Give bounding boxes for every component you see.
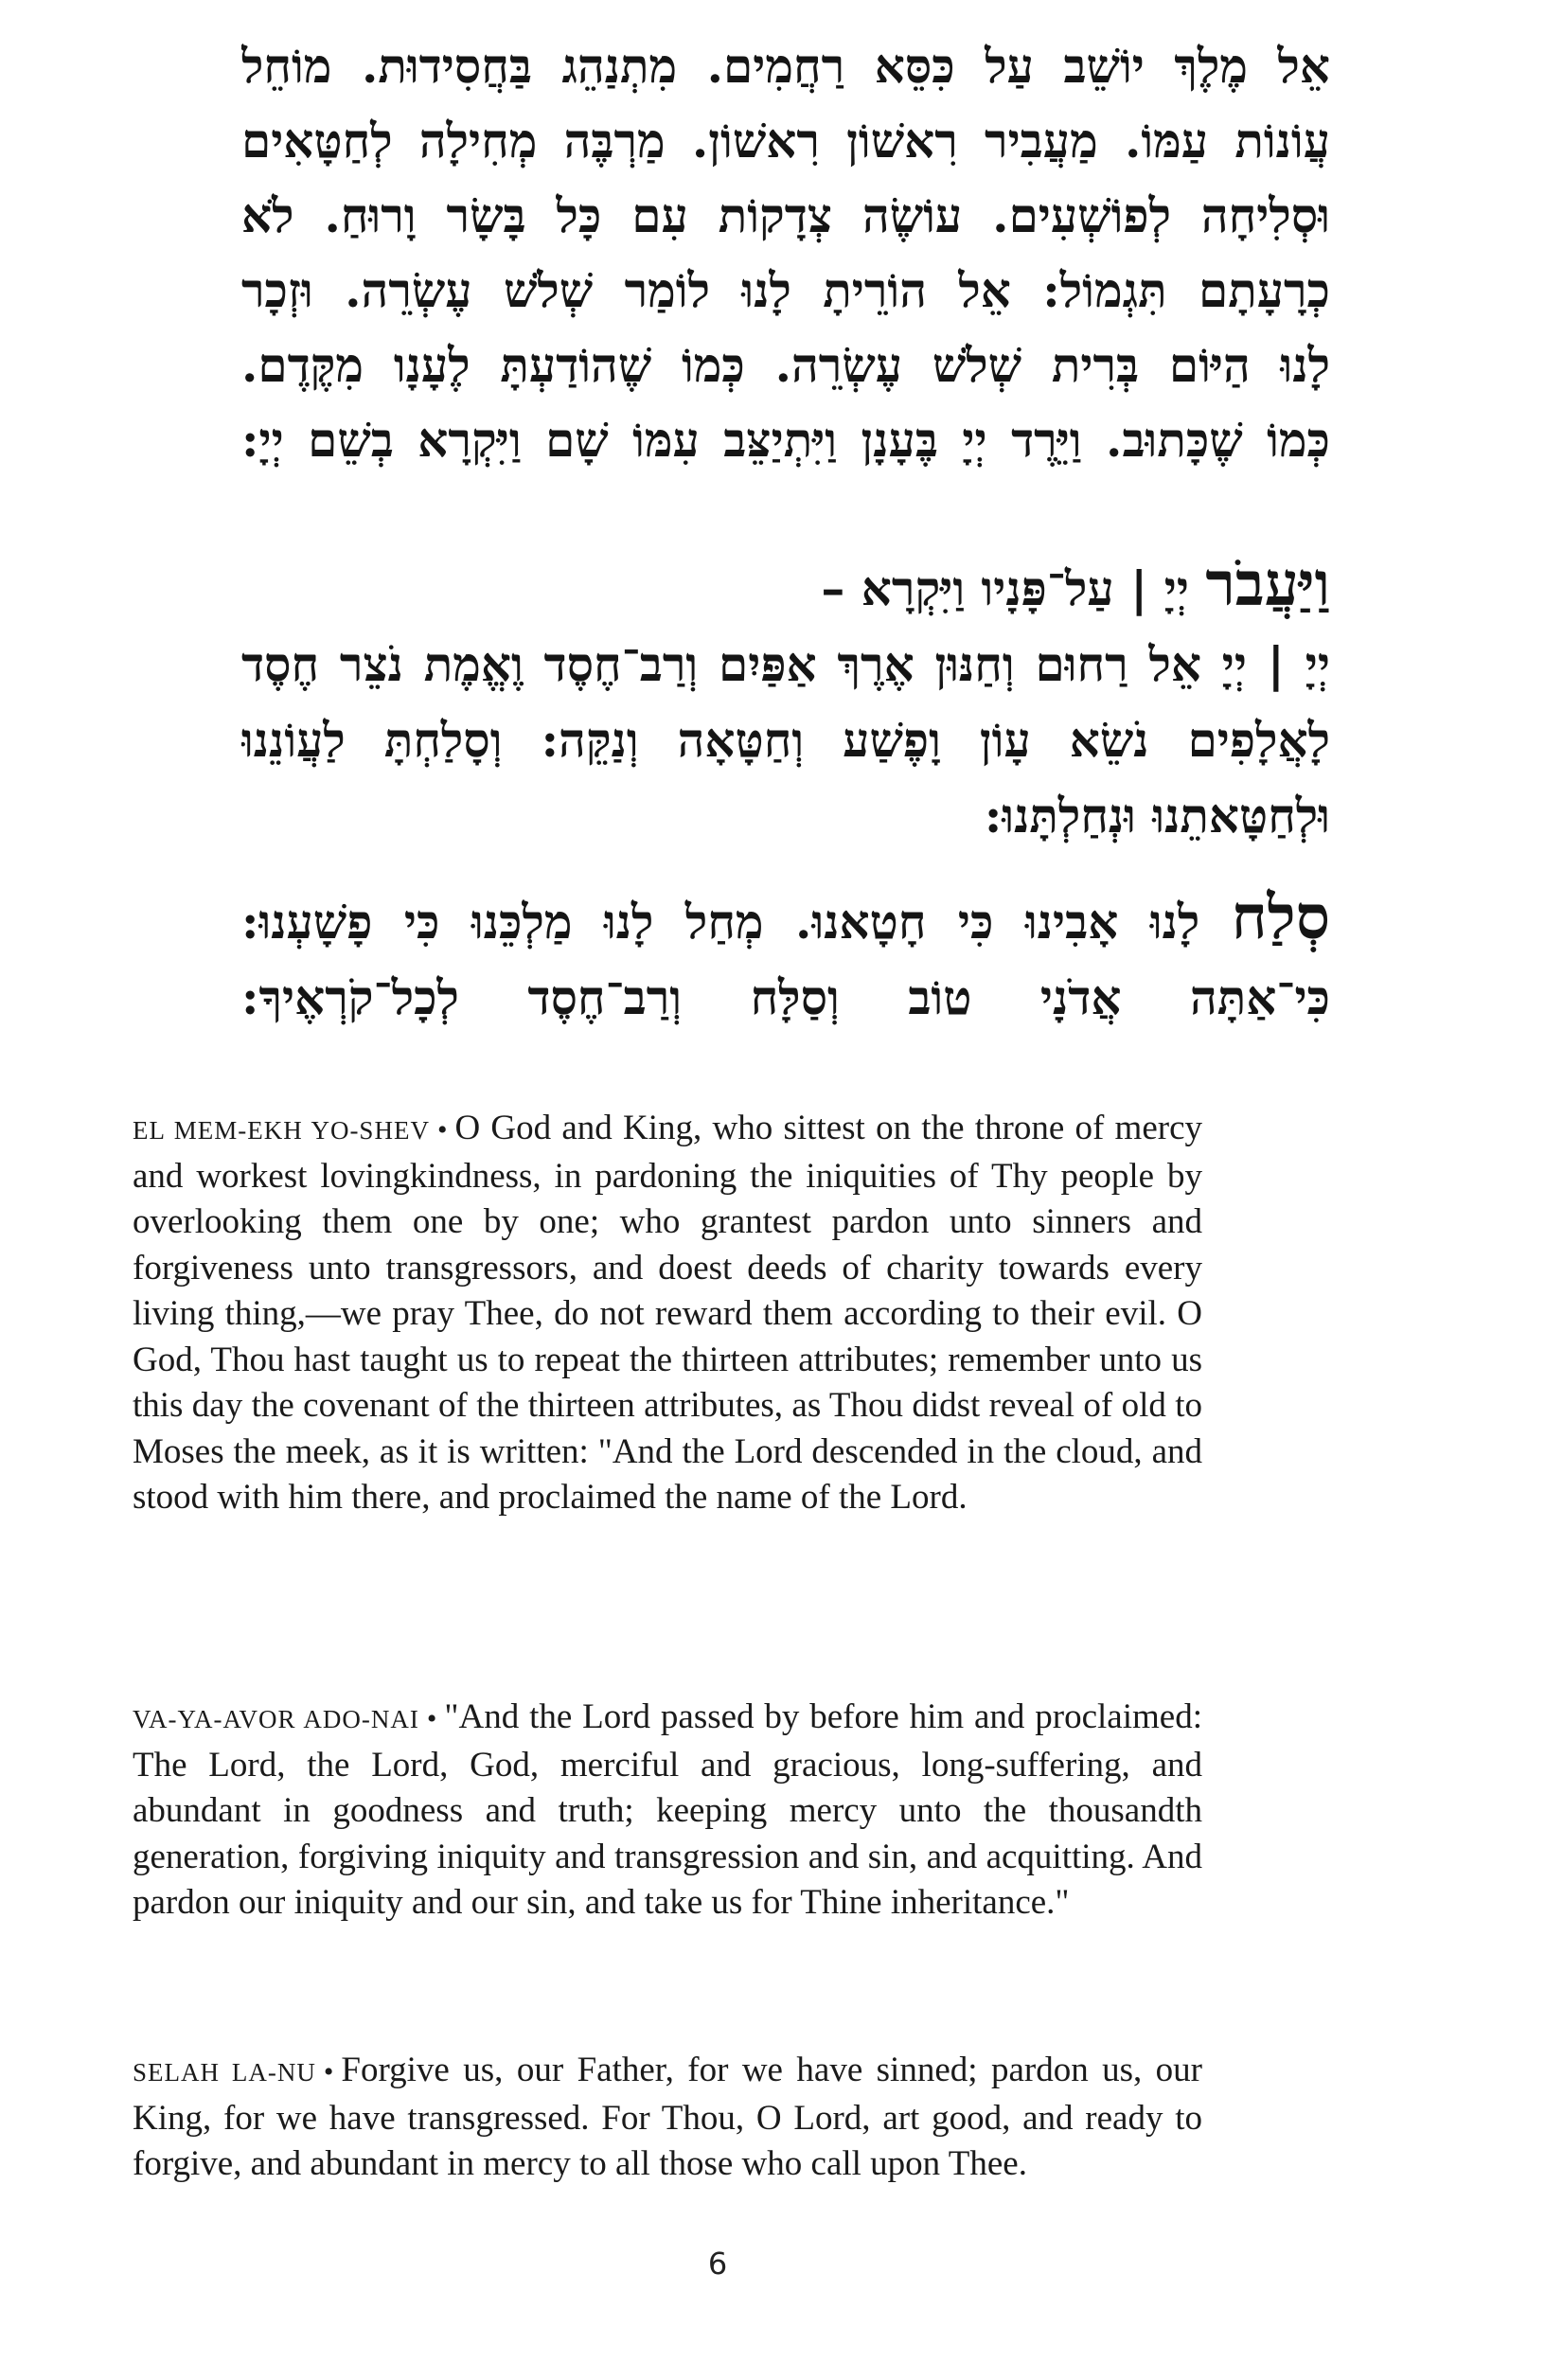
english-paragraph-vayaavor bbox=[133, 1695, 1202, 1927]
hebrew-vayaavor-block bbox=[241, 547, 1330, 854]
hebrew-heading-line bbox=[241, 880, 1330, 960]
bullet-separator: • bbox=[323, 2056, 334, 2087]
paragraph-text: Forgive us, our Father, for we have sinned; pardon us, our King, for we have transgressed. For Thou, O Lord, art good, and ready to forgive, and abundant in mercy to all those who call upon Thee. bbox=[133, 2051, 1203, 2183]
hebrew-line: לָנוּ הַיּוֹם בְּרִית שְׁלֹשׁ עֶשְׂרֵה. כְּמוֹ שֶׁהוֹדַעְתָּ לֶעָנָו מִקֶּדֶם. bbox=[241, 337, 1330, 393]
paragraph-label: SELAH LA-NU bbox=[133, 2058, 316, 2087]
hebrew-heading-rest: יְיָ | עַל־פָּנָיו וַיִּקְרָא – bbox=[821, 560, 1206, 616]
paragraph-text: O God and King, who sittest on the throne of mercy and workest lovingkindness, in pardoning the iniquities of Thy people by overlooking them one by one; who grantest pardon unto sinners and forgiveness unto transgressors, and doest deeds of charity towards every living thing,—we pray Thee, do not reward them according to their evil. O God, Thou hast taught us to repeat the thirteen attributes; remember unto us this day the covenant of the thirteen attributes, as Thou didst reveal of old to Moses the meek, as it is written: "And the Lord descended in the cloud, and stood with him there, and proclaimed the name of the Lord. bbox=[133, 1109, 1203, 1517]
hebrew-heading-line bbox=[241, 547, 1330, 627]
page-number: 6 bbox=[707, 2246, 728, 2282]
hebrew-line: וּלְחַטָּאתֵנוּ וּנְחַלְתָּנוּ: bbox=[984, 788, 1330, 844]
hebrew-lead-word: וַיַּעֲבֹר bbox=[1205, 549, 1330, 620]
hebrew-line: יְיָ | יְיָ אֵל רַחוּם וְחַנּוּן אֶרֶךְ אַפַּיִם וְרַב־חֶסֶד וֶאֱמֶת נֹצֵר חֶסֶד bbox=[241, 636, 1330, 692]
hebrew-line: אֵל מֶלֶךְ יוֹשֵׁב עַל כִּסֵּא רַחֲמִים. מִתְנַהֵג בַּחֲסִידוּת. מוֹחֵל bbox=[241, 38, 1330, 94]
bullet-separator: • bbox=[426, 1703, 437, 1734]
paragraph-label: EL MEM-EKH YO-SHEV bbox=[133, 1116, 430, 1145]
hebrew-el-melekh-block bbox=[241, 28, 1330, 477]
hebrew-line: כִּי־אַתָּה אֲדֹנָי טוֹב וְסַלָּח וְרַב־חֶסֶד לְכָל־קֹרְאֶיךָ: bbox=[241, 969, 1330, 1025]
hebrew-line: כְּמוֹ שֶׁכָּתוּב. וַיֵּרֶד יְיָ בֶּעָנָן וַיִּתְיַצֵּב עִמּוֹ שָׁם וַיִּקְרָא בְשֵׁם יְיָ: bbox=[241, 412, 1330, 468]
english-paragraph-selach-lanu bbox=[133, 2048, 1202, 2188]
hebrew-heading-rest: לָנוּ אָבִינוּ כִּי חָטָאנוּ. מְחַל לָנוּ מַלְכֵּנוּ כִּי פָשָׁעְנוּ: bbox=[241, 894, 1232, 950]
english-paragraph-el-melekh bbox=[133, 1106, 1202, 1521]
bullet-separator: • bbox=[436, 1114, 448, 1146]
hebrew-line: וּסְלִיחָה לְפוֹשְׁעִים. עוֹשֶׂה צְדָקוֹת עִם כָּל בָּשָׂר וָרוּחַ. לֹא bbox=[241, 187, 1330, 243]
hebrew-line: לָאֲלָפִים נֹשֵׂא עָוֹן וָפֶשַׁע וְחַטָּאָה וְנַקֵּה: וְסָלַחְתָּ לַעֲוֹנֵנוּ bbox=[241, 712, 1330, 768]
paragraph-text: "And the Lord passed by before him and proclaimed: The Lord, the Lord, God, merciful and gracious, long-suffering, and abundant in goodness and truth; keeping mercy unto the thousandth generation, forgiving iniquity and transgression and sin, and acquitting. And pardon our iniquity and our sin, and take us for Thine inheritance." bbox=[133, 1697, 1202, 1922]
hebrew-line: כְרָעָתָם תִּגְמוֹל: אֵל הוֹרֵיתָ לָנוּ לוֹמַר שְׁלֹשׁ עֶשְׂרֵה. וּזְכָר bbox=[241, 262, 1330, 318]
paragraph-label: VA-YA-AVOR ADO-NAI bbox=[133, 1705, 419, 1733]
hebrew-line: עֲוֹנוֹת עַמּוֹ. מַעֲבִיר רִאשׁוֹן רִאשׁוֹן. מַרְבֶּה מְחִילָה לְחַטָּאִים bbox=[241, 113, 1330, 169]
hebrew-lead-word: סְלַח bbox=[1231, 882, 1330, 953]
hebrew-selach-lanu-block bbox=[241, 880, 1330, 1036]
